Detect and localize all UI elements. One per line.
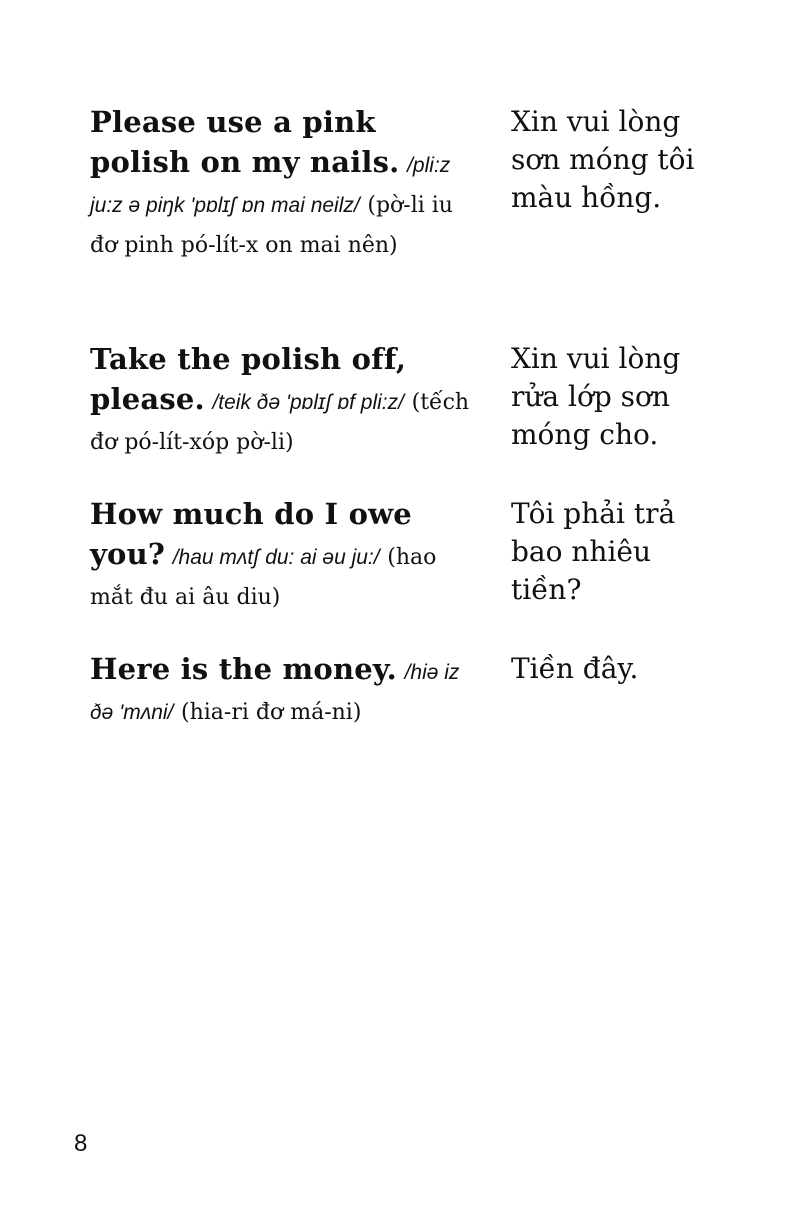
ipa-transcription: /teik ðə 'pɒlɪʃ ɒf pli:z/: [212, 391, 404, 414]
vietnamese-pronunciation: (tếch đơ pó-lít-xóp pờ-li): [90, 390, 470, 455]
english-phrase: Please use a pink polish on my nails.: [90, 105, 400, 179]
vietnamese-pronunciation: (hao mắt đu ai âu diu): [90, 545, 437, 610]
english-block: [90, 495, 470, 617]
ipa-transcription: /hiə iz ðə 'mʌni/: [90, 661, 460, 724]
vietnamese-pronunciation: (hia-ri đơ má-ni): [181, 700, 362, 725]
ipa-transcription: /hau mʌtʃ du: ai əu ju:/: [172, 546, 380, 569]
ipa-transcription: /pli:z ju:z ə piŋk 'pɒlɪʃ ɒn mai neilz/: [90, 154, 451, 217]
vietnamese-translation: Tiền đây.: [511, 652, 639, 685]
english-phrase: How much do I owe you?: [90, 497, 412, 571]
english-block: [90, 103, 470, 265]
english-block: [90, 340, 470, 462]
vietnamese-pronunciation: (pờ-li iu đơ pinh pó-lít-x on mai nên): [90, 193, 453, 258]
english-block: [90, 650, 470, 732]
english-phrase: Here is the money.: [90, 652, 397, 686]
vietnamese-translation: Tôi phải trả bao nhiêu tiền?: [511, 497, 676, 606]
vietnamese-translation: Xin vui lòng sơn móng tôi màu hồng.: [511, 105, 695, 214]
english-phrase: Take the polish off, please.: [90, 342, 407, 416]
page-number: 8: [74, 1130, 88, 1157]
vietnamese-translation: Xin vui lòng rửa lớp sơn móng cho.: [511, 342, 681, 451]
